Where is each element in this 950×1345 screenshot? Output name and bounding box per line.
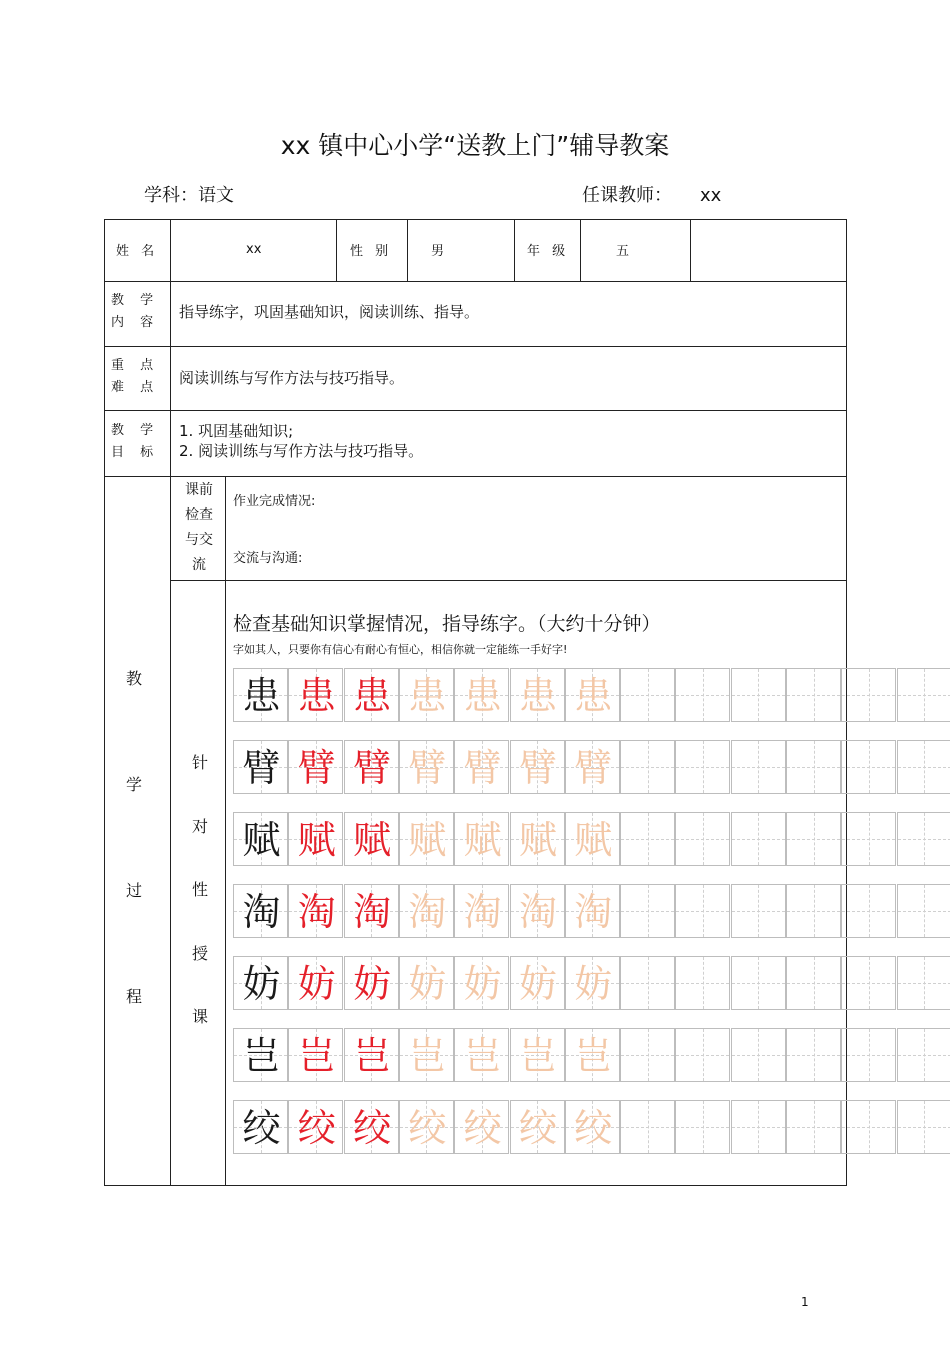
practice-cell <box>841 812 896 866</box>
page-number: 1 <box>801 1295 809 1309</box>
practice-char: 臂 <box>518 746 557 790</box>
practice-cell <box>897 884 950 938</box>
gender-value: 男 <box>431 244 445 259</box>
teacher-line <box>582 181 721 207</box>
practice-cell <box>620 1028 675 1082</box>
practice-char: 妨 <box>353 962 392 1006</box>
practice-char: 患 <box>242 674 281 718</box>
practice-cell <box>731 1028 786 1082</box>
practice-cell <box>897 1100 950 1154</box>
practice-char: 患 <box>353 674 392 718</box>
practice-cell <box>620 884 675 938</box>
practice-cell <box>731 668 786 722</box>
practice-cell <box>454 956 509 1010</box>
practice-char: 患 <box>463 674 502 718</box>
practice-char: 臂 <box>242 746 281 790</box>
practice-cell <box>565 668 620 722</box>
practice-char: 淘 <box>408 890 447 934</box>
practice-cell <box>399 956 454 1010</box>
practice-cell <box>897 1028 950 1082</box>
practice-row <box>233 956 950 1010</box>
practice-cell <box>510 956 565 1010</box>
practice-char: 岂 <box>353 1034 392 1078</box>
practice-cell <box>565 1100 620 1154</box>
process-label-char: 教 <box>126 669 143 688</box>
practice-cell <box>344 1028 399 1082</box>
practice-cell <box>454 668 509 722</box>
practice-cell <box>288 884 343 938</box>
practice-char: 患 <box>408 674 447 718</box>
practice-cell <box>786 812 841 866</box>
practice-cell <box>565 956 620 1010</box>
practice-char: 淘 <box>242 890 281 934</box>
practice-cell <box>565 1028 620 1082</box>
practice-cell <box>841 1100 896 1154</box>
name-label: 姓 名 <box>116 244 159 259</box>
practice-cell <box>620 668 675 722</box>
goal-item: 2. 阅读训练与写作方法与技巧指导。 <box>179 442 424 460</box>
targeted-label-char: 性 <box>192 880 209 899</box>
practice-cell <box>510 740 565 794</box>
practice-cell <box>233 1028 288 1082</box>
practice-cell <box>233 884 288 938</box>
practice-cell <box>731 884 786 938</box>
practice-cell <box>510 1100 565 1154</box>
practice-cell <box>510 1028 565 1082</box>
practice-char: 岂 <box>574 1034 613 1078</box>
practice-char: 赋 <box>353 818 392 862</box>
practice-char: 淘 <box>518 890 557 934</box>
practice-cell <box>510 812 565 866</box>
practice-char: 淘 <box>297 890 336 934</box>
practice-cell <box>675 1028 730 1082</box>
practice-cell <box>675 812 730 866</box>
practice-cell <box>731 812 786 866</box>
practice-char: 臂 <box>574 746 613 790</box>
practice-char: 患 <box>574 674 613 718</box>
practice-cell <box>233 956 288 1010</box>
goals-list <box>179 421 423 461</box>
practice-char: 岂 <box>242 1034 281 1078</box>
practice-cell <box>288 1028 343 1082</box>
practice-char: 臂 <box>408 746 447 790</box>
practice-row <box>233 812 950 866</box>
practice-char: 淘 <box>463 890 502 934</box>
practice-char: 绞 <box>518 1106 557 1150</box>
practice-char: 赋 <box>518 818 557 862</box>
practice-cell <box>454 1028 509 1082</box>
keypoints-label: 重 点 难 点 <box>111 358 160 395</box>
name-value: xx <box>246 242 262 257</box>
practice-cell <box>786 668 841 722</box>
practice-cell <box>454 812 509 866</box>
practice-cell <box>233 812 288 866</box>
practice-cell <box>288 1100 343 1154</box>
subject-value: 语文 <box>198 185 234 206</box>
practice-row <box>233 668 950 722</box>
practice-row <box>233 884 950 938</box>
practice-cell <box>288 956 343 1010</box>
subject-line <box>144 181 234 207</box>
content-label: 教 学 内 容 <box>111 293 160 330</box>
practice-cell <box>344 812 399 866</box>
practice-row <box>233 740 950 794</box>
practice-grid <box>233 668 950 1158</box>
practice-cell <box>565 884 620 938</box>
practice-cell <box>288 740 343 794</box>
practice-cell <box>786 1100 841 1154</box>
practice-cell <box>565 740 620 794</box>
targeted-label-char: 对 <box>192 817 209 836</box>
practice-char: 绞 <box>408 1106 447 1150</box>
practice-cell <box>897 740 950 794</box>
page-title: xx 镇中心小学“送教上门”辅导教案 <box>280 131 670 160</box>
practice-cell <box>841 668 896 722</box>
practice-cell <box>344 956 399 1010</box>
goal-item: 1. 巩固基础知识; <box>179 422 294 440</box>
practice-cell <box>399 668 454 722</box>
practice-cell <box>399 1028 454 1082</box>
gender-label: 性 别 <box>350 244 393 259</box>
teacher-label: 任课教师： <box>582 185 672 206</box>
practice-char: 绞 <box>574 1106 613 1150</box>
process-label-char: 过 <box>126 881 143 900</box>
practice-cell <box>620 956 675 1010</box>
practice-cell <box>399 812 454 866</box>
practice-cell <box>841 740 896 794</box>
subject-label: 学科： <box>144 185 198 206</box>
process-label-char: 学 <box>126 775 143 794</box>
practice-char: 臂 <box>463 746 502 790</box>
practice-cell <box>675 1100 730 1154</box>
practice-cell <box>897 668 950 722</box>
practice-char: 淘 <box>574 890 613 934</box>
practice-char: 岂 <box>408 1034 447 1078</box>
practice-cell <box>454 1100 509 1154</box>
practice-char: 绞 <box>297 1106 336 1150</box>
practice-char: 绞 <box>242 1106 281 1150</box>
practice-char: 患 <box>518 674 557 718</box>
practice-char: 妨 <box>242 962 281 1006</box>
homework-label: 作业完成情况: <box>233 494 316 509</box>
practice-cell <box>620 812 675 866</box>
practice-cell <box>786 740 841 794</box>
process-label-char: 程 <box>126 987 143 1006</box>
practice-row <box>233 1028 950 1082</box>
practice-cell <box>344 668 399 722</box>
practice-char: 妨 <box>408 962 447 1006</box>
practice-cell <box>675 956 730 1010</box>
practice-cell <box>841 884 896 938</box>
practice-cell <box>786 956 841 1010</box>
practice-cell <box>344 884 399 938</box>
goals-label: 教 学 目 标 <box>111 423 160 460</box>
practice-cell <box>731 740 786 794</box>
targeted-label-char: 授 <box>192 944 209 963</box>
practice-cell <box>786 884 841 938</box>
practice-char: 患 <box>297 674 336 718</box>
practice-cell <box>897 956 950 1010</box>
practice-cell <box>399 740 454 794</box>
practice-cell <box>841 956 896 1010</box>
practice-cell <box>233 740 288 794</box>
practice-row <box>233 1100 950 1154</box>
practice-cell <box>731 1100 786 1154</box>
practice-cell <box>675 884 730 938</box>
keypoints-text: 阅读训练与写作方法与技巧指导。 <box>179 369 405 387</box>
practice-hint: 字如其人，只要你有信心有耐心有恒心，相信你就一定能练一手好字! <box>233 643 568 656</box>
practice-cell <box>675 740 730 794</box>
targeted-label-char: 针 <box>192 753 209 772</box>
practice-cell <box>675 668 730 722</box>
content-text: 指导练字，巩固基础知识，阅读训练、指导。 <box>179 303 480 321</box>
targeted-label-char: 课 <box>192 1007 209 1026</box>
practice-cell <box>841 1028 896 1082</box>
grade-label: 年 级 <box>527 244 570 259</box>
grade-value: 五 <box>616 244 630 259</box>
practice-cell <box>344 1100 399 1154</box>
precheck-label: 课前 检查 与交 流 <box>185 482 213 573</box>
practice-cell <box>288 668 343 722</box>
practice-cell <box>510 884 565 938</box>
practice-cell <box>565 812 620 866</box>
practice-char: 淘 <box>353 890 392 934</box>
practice-title: 检查基础知识掌握情况，指导练字。（大约十分钟） <box>233 613 661 635</box>
practice-cell <box>454 884 509 938</box>
practice-cell <box>897 812 950 866</box>
practice-char: 绞 <box>353 1106 392 1150</box>
practice-char: 妨 <box>518 962 557 1006</box>
communication-label: 交流与沟通: <box>233 551 303 566</box>
practice-cell <box>233 668 288 722</box>
practice-char: 岂 <box>518 1034 557 1078</box>
practice-char: 赋 <box>463 818 502 862</box>
practice-char: 赋 <box>574 818 613 862</box>
practice-char: 岂 <box>297 1034 336 1078</box>
practice-char: 妨 <box>297 962 336 1006</box>
practice-char: 赋 <box>408 818 447 862</box>
practice-cell <box>454 740 509 794</box>
practice-char: 妨 <box>463 962 502 1006</box>
practice-char: 岂 <box>463 1034 502 1078</box>
practice-cell <box>233 1100 288 1154</box>
practice-cell <box>399 884 454 938</box>
practice-cell <box>399 1100 454 1154</box>
practice-cell <box>620 1100 675 1154</box>
practice-char: 赋 <box>297 818 336 862</box>
practice-char: 绞 <box>463 1106 502 1150</box>
teacher-value: xx <box>700 185 722 206</box>
practice-cell <box>288 812 343 866</box>
practice-cell <box>344 740 399 794</box>
practice-char: 臂 <box>297 746 336 790</box>
practice-cell <box>510 668 565 722</box>
practice-cell <box>731 956 786 1010</box>
practice-cell <box>786 1028 841 1082</box>
practice-char: 赋 <box>242 818 281 862</box>
practice-char: 妨 <box>574 962 613 1006</box>
practice-char: 臂 <box>353 746 392 790</box>
practice-cell <box>620 740 675 794</box>
